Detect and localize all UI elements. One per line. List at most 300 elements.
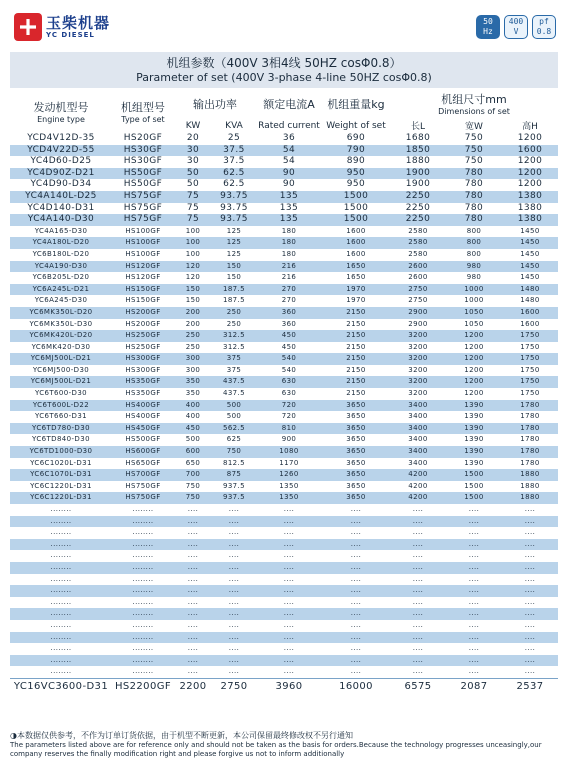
table-cell: .... [390, 632, 446, 644]
table-cell: 2250 [390, 214, 446, 226]
table-cell: 600 [174, 446, 212, 458]
table-cell: 540 [281, 365, 297, 374]
table-cell: HS750GF [125, 481, 161, 490]
table-cell: .... [212, 655, 256, 667]
table-cell: 2150 [346, 342, 366, 351]
table-cell: 350 [174, 376, 212, 388]
table-cell: .... [524, 574, 536, 583]
table-cell: YC4A140-D30 [10, 214, 112, 226]
table-cell: .... [468, 667, 480, 676]
table-cell: ........ [50, 505, 72, 513]
table-cell: 250 [174, 330, 212, 342]
table-cell: .... [283, 644, 295, 653]
table-cell: 2600 [390, 261, 446, 273]
table-cell: YC6MK420-D30 [31, 342, 91, 351]
table-row [10, 133, 558, 145]
table-cell: .... [350, 644, 362, 653]
table-row [10, 678, 558, 695]
parameter-table [10, 90, 558, 695]
table-cell: HS30GF [123, 156, 163, 167]
table-cell: 3400 [408, 412, 428, 421]
table-cell: 500 [185, 435, 201, 444]
table-cell: ........ [10, 608, 112, 620]
table-cell: 360 [256, 307, 322, 319]
table-cell: .... [412, 667, 424, 676]
table-cell: 1750 [520, 389, 540, 398]
table-cell: 780 [464, 179, 484, 190]
table-cell: 700 [174, 469, 212, 481]
table-cell: YC6MK350L-D30 [29, 319, 93, 328]
table-cell: 125 [212, 237, 256, 249]
table-row [10, 145, 558, 157]
table-cell: 1200 [446, 353, 502, 365]
table-cell: .... [174, 632, 212, 644]
table-cell: HS200GF [112, 307, 174, 319]
yuchai-logo-icon [14, 13, 42, 41]
table-cell: .... [322, 655, 390, 667]
table-cell: HS400GF [112, 400, 174, 412]
table-cell: 1450 [520, 226, 540, 235]
table-cell: 1750 [502, 330, 558, 342]
table-cell: 980 [446, 261, 502, 273]
table-cell: YC6C1220L-D31 [10, 492, 112, 504]
table-row [10, 156, 558, 168]
table-cell: ........ [50, 644, 72, 653]
table-cell: 6575 [390, 678, 446, 695]
table-cell: 900 [281, 435, 297, 444]
table-cell: .... [390, 539, 446, 551]
table-row [10, 249, 558, 261]
table-cell: 1200 [517, 156, 543, 167]
table-row [10, 643, 558, 655]
table-cell: .... [256, 516, 322, 528]
table-cell: .... [228, 597, 240, 606]
table-cell: 540 [256, 353, 322, 365]
table-cell: .... [524, 597, 536, 606]
table-cell: YC6TD780-D30 [10, 423, 112, 435]
table-row [10, 550, 558, 562]
table-cell: YC6C1220L-D31 [30, 481, 92, 490]
table-cell: 1350 [279, 481, 299, 490]
table-cell: ........ [50, 528, 72, 537]
table-cell: 270 [256, 284, 322, 296]
table-cell: .... [524, 620, 536, 629]
table-cell: 1350 [256, 492, 322, 504]
table-cell: YC6MJ500L-D21 [10, 353, 112, 365]
table-cell: .... [187, 644, 199, 653]
table-cell: 500 [212, 400, 256, 412]
table-cell: .... [174, 562, 212, 574]
table-cell: 1200 [517, 133, 543, 143]
table-cell: 1500 [446, 492, 502, 504]
table-cell: 3400 [390, 446, 446, 458]
table-cell: 4200 [390, 492, 446, 504]
table-cell: 1200 [464, 365, 484, 374]
table-cell: 1780 [502, 400, 558, 412]
table-cell: 3650 [346, 412, 366, 421]
table-cell: .... [283, 505, 295, 513]
table-cell: .... [468, 505, 480, 513]
table-cell: YCD4V12D-35 [27, 133, 95, 143]
table-cell: ........ [132, 505, 154, 513]
table-row [10, 400, 558, 412]
logo-english: YC DIESEL [46, 30, 95, 39]
table-cell: HS100GF [112, 237, 174, 249]
table-cell: 120 [174, 261, 212, 273]
table-row [10, 423, 558, 435]
table-cell: .... [174, 655, 212, 667]
table-cell: 135 [279, 202, 299, 213]
table-cell: HS120GF [112, 261, 174, 273]
table-cell: 750 [212, 446, 256, 458]
table-cell: 150 [226, 273, 242, 282]
table-cell: .... [212, 539, 256, 551]
table-row [10, 411, 558, 423]
table-cell: 1750 [520, 365, 540, 374]
table-cell: 1450 [520, 273, 540, 282]
table-cell: .... [228, 551, 240, 560]
table-cell: 750 [174, 492, 212, 504]
table-cell: .... [187, 667, 199, 676]
table-cell: .... [256, 585, 322, 597]
table-cell: 90 [256, 168, 322, 180]
table-cell: 100 [185, 249, 201, 258]
table-cell: 37.5 [212, 145, 256, 157]
table-cell: 180 [281, 226, 297, 235]
table-cell: ........ [112, 539, 174, 551]
table-cell: ........ [132, 667, 154, 676]
table-cell: .... [228, 644, 240, 653]
table-cell: .... [502, 562, 558, 574]
table-cell: .... [283, 597, 295, 606]
table-cell: 2750 [408, 296, 428, 305]
table-cell: 3200 [408, 365, 428, 374]
table-cell: 1000 [464, 296, 484, 305]
engine-type-header: 发动机型号 Engine type [33, 100, 89, 124]
table-cell: HS350GF [125, 389, 161, 398]
table-cell: 2150 [346, 365, 366, 374]
table-cell: ........ [132, 620, 154, 629]
table-row [10, 319, 558, 331]
table-cell: 312.5 [212, 330, 256, 342]
table-cell: 790 [322, 145, 390, 157]
table-cell: .... [350, 667, 362, 676]
table-cell: 90 [282, 179, 296, 190]
table-cell: 950 [346, 179, 366, 190]
table-cell: ........ [10, 516, 112, 528]
table-cell: 150 [174, 284, 212, 296]
table-cell: ........ [10, 539, 112, 551]
table-cell: 980 [466, 273, 482, 282]
table-cell: .... [390, 608, 446, 620]
table-cell: .... [322, 562, 390, 574]
table-cell: 437.5 [222, 389, 246, 398]
table-cell: .... [256, 608, 322, 620]
table-cell: .... [187, 574, 199, 583]
table-row [10, 666, 558, 678]
table-row [10, 388, 558, 400]
table-row [10, 203, 558, 215]
table-cell: 1780 [502, 423, 558, 435]
table-cell: 1650 [322, 261, 390, 273]
table-cell: 3200 [408, 342, 428, 351]
table-cell: .... [468, 597, 480, 606]
table-cell: YC6T600-D30 [34, 389, 88, 398]
table-cell: 93.75 [212, 191, 256, 203]
table-cell: .... [502, 608, 558, 620]
table-cell: 1200 [464, 389, 484, 398]
table-row [10, 492, 558, 504]
table-cell: .... [468, 574, 480, 583]
table-cell: .... [228, 667, 240, 676]
table-cell: HS750GF [112, 492, 174, 504]
table-cell: 125 [226, 249, 242, 258]
table-cell: .... [187, 528, 199, 537]
table-cell: YC6C1020L-D31 [30, 458, 92, 467]
table-cell: 180 [281, 249, 297, 258]
table-cell: HS100GF [125, 226, 161, 235]
table-cell: .... [446, 516, 502, 528]
table-cell: 400 [174, 400, 212, 412]
table-cell: 300 [185, 365, 201, 374]
table-cell: YC6A245-D30 [34, 296, 88, 305]
table-cell: 2750 [390, 284, 446, 296]
table-row [10, 365, 558, 377]
table-cell: .... [174, 539, 212, 551]
table-row [10, 168, 558, 180]
table-cell: .... [412, 551, 424, 560]
table-cell: 1380 [502, 191, 558, 203]
table-cell: ........ [112, 516, 174, 528]
table-row [10, 272, 558, 284]
spec-badges [476, 15, 556, 39]
table-cell: .... [446, 632, 502, 644]
table-cell: .... [390, 562, 446, 574]
table-cell: .... [228, 505, 240, 513]
table-cell: .... [446, 608, 502, 620]
table-cell: 50 [186, 179, 200, 190]
table-cell: ........ [10, 632, 112, 644]
table-cell: .... [350, 551, 362, 560]
table-cell: HS350GF [112, 376, 174, 388]
table-cell: 1200 [502, 168, 558, 180]
table-cell: 1500 [464, 481, 484, 490]
table-cell: 187.5 [212, 284, 256, 296]
table-cell: 750 [185, 481, 201, 490]
table-cell: YC6TD840-D30 [32, 435, 90, 444]
table-row [10, 191, 558, 203]
table-cell: 1390 [446, 400, 502, 412]
table-cell: 50 [174, 168, 212, 180]
table-cell: YC6B205L-D20 [32, 273, 90, 282]
width-header: 宽W [465, 122, 483, 132]
table-cell: YC6MJ500L-D21 [10, 376, 112, 388]
disclaimer-english: The parameters listed above are for reference only and should not be taken as the basis for orders.Because the technology progresses unceasingly,our company reserves the finally modification right and please forgive us not to inform additionally [10, 741, 542, 758]
table-cell: HS300GF [125, 365, 161, 374]
table-cell: 250 [185, 342, 201, 351]
table-row [10, 307, 558, 319]
table-cell: 1600 [520, 319, 540, 328]
table-cell: 93.75 [220, 202, 248, 213]
table-cell: .... [283, 551, 295, 560]
table-cell: 1450 [502, 261, 558, 273]
table-cell: .... [322, 585, 390, 597]
table-cell: 1880 [502, 469, 558, 481]
table-cell: 1390 [446, 446, 502, 458]
table-cell: 1880 [520, 481, 540, 490]
table-cell: 150 [185, 296, 201, 305]
table-cell: .... [412, 644, 424, 653]
table-cell: 1390 [446, 423, 502, 435]
table-cell: 4200 [408, 481, 428, 490]
table-row [10, 539, 558, 551]
table-row [10, 261, 558, 273]
table-cell: 135 [256, 214, 322, 226]
table-cell: .... [283, 620, 295, 629]
table-cell: 200 [185, 319, 201, 328]
power-factor-badge: pf 0.8 [532, 15, 556, 39]
table-cell: 36 [282, 133, 296, 143]
table-cell: .... [390, 655, 446, 667]
table-cell: 450 [281, 342, 297, 351]
table-cell: 16000 [322, 678, 390, 695]
table-cell: 890 [346, 156, 366, 167]
table-cell: 2750 [212, 678, 256, 695]
weight-header: 机组重量kg [327, 98, 385, 111]
table-cell: ........ [10, 562, 112, 574]
table-cell: ........ [132, 574, 154, 583]
table-cell: YC6TD1000-D30 [10, 446, 112, 458]
table-cell: 1170 [279, 458, 299, 467]
table-cell: 810 [256, 423, 322, 435]
table-cell: .... [174, 585, 212, 597]
table-cell: 1480 [502, 284, 558, 296]
table-cell: 1750 [502, 376, 558, 388]
table-cell: 1380 [502, 214, 558, 226]
table-cell: .... [187, 505, 199, 513]
table-cell: 1000 [446, 284, 502, 296]
table-cell: 1500 [446, 469, 502, 481]
table-cell: .... [468, 528, 480, 537]
table-cell: 630 [281, 389, 297, 398]
table-cell: .... [446, 655, 502, 667]
table-cell: .... [524, 505, 536, 513]
table-cell: HS450GF [112, 423, 174, 435]
table-cell: .... [412, 574, 424, 583]
table-row [10, 446, 558, 458]
table-row [10, 504, 558, 516]
table-cell: 625 [226, 435, 242, 444]
table-cell: 1390 [464, 412, 484, 421]
table-cell: 1450 [520, 249, 540, 258]
table-cell: 2150 [322, 376, 390, 388]
logo-chinese: 玉柴机器 [46, 13, 111, 32]
voltage-badge: 400 V [504, 15, 528, 39]
table-cell: .... [502, 516, 558, 528]
title-english: Parameter of set (400V 3-phase 4-line 50HZ cosΦ0.8) [136, 71, 432, 84]
table-row [10, 597, 558, 609]
table-cell: .... [412, 528, 424, 537]
table-cell: 20 [186, 133, 200, 143]
table-cell: 1200 [446, 376, 502, 388]
table-cell: 3650 [322, 446, 390, 458]
table-cell: YC6B180L-D20 [32, 249, 90, 258]
table-cell: 1750 [520, 342, 540, 351]
height-header: 高H [522, 122, 538, 132]
table-cell: .... [350, 528, 362, 537]
table-cell: .... [390, 585, 446, 597]
table-cell: 1780 [520, 458, 540, 467]
table-cell: 62.5 [212, 168, 256, 180]
table-cell: .... [524, 551, 536, 560]
table-cell: 350 [185, 389, 201, 398]
table-cell: 1600 [502, 145, 558, 157]
table-cell: 1750 [502, 353, 558, 365]
table-cell: YC4A190-D30 [10, 261, 112, 273]
table-cell: 720 [281, 412, 297, 421]
table-cell: .... [524, 644, 536, 653]
table-cell: 3400 [408, 458, 428, 467]
table-cell: 500 [226, 412, 242, 421]
table-cell: 2537 [502, 678, 558, 695]
table-cell: .... [502, 585, 558, 597]
table-cell: 1970 [322, 284, 390, 296]
table-row [10, 620, 558, 632]
table-cell: 780 [464, 202, 484, 213]
table-cell: 1600 [346, 249, 366, 258]
table-cell: HS50GF [112, 168, 174, 180]
table-row [10, 434, 558, 446]
table-cell: 250 [226, 319, 242, 328]
table-cell: .... [187, 597, 199, 606]
table-row [10, 214, 558, 226]
table-cell: .... [322, 632, 390, 644]
table-row [10, 516, 558, 528]
table-cell: 1600 [322, 237, 390, 249]
table-cell: HS300GF [112, 353, 174, 365]
table-cell: .... [412, 505, 424, 513]
table-cell: YC4D140-D31 [27, 202, 95, 213]
table-cell: 800 [466, 226, 482, 235]
table-cell: 812.5 [222, 458, 246, 467]
table-row [10, 632, 558, 644]
table-cell: 3400 [408, 435, 428, 444]
table-cell: HS150GF [112, 284, 174, 296]
table-title [10, 52, 558, 88]
table-cell: ........ [132, 551, 154, 560]
table-cell: YC4D60-D25 [30, 156, 92, 167]
table-cell: ........ [112, 632, 174, 644]
disclaimer [10, 730, 558, 759]
table-cell: .... [446, 562, 502, 574]
table-cell: .... [228, 574, 240, 583]
table-row [10, 481, 558, 493]
table-cell: .... [283, 667, 295, 676]
table-cell: .... [283, 528, 295, 537]
table-cell: 937.5 [222, 481, 246, 490]
table-row [10, 237, 558, 249]
table-cell: YC16VC3600-D31 [10, 678, 112, 695]
table-cell: 93.75 [212, 214, 256, 226]
table-cell: .... [187, 551, 199, 560]
rated-current-en-header: Rated current [258, 120, 320, 131]
table-row [10, 342, 558, 354]
table-cell: 2250 [390, 191, 446, 203]
table-cell: ........ [50, 620, 72, 629]
table-cell: HS250GF [125, 342, 161, 351]
table-cell: 1600 [502, 307, 558, 319]
table-cell: 2150 [322, 307, 390, 319]
